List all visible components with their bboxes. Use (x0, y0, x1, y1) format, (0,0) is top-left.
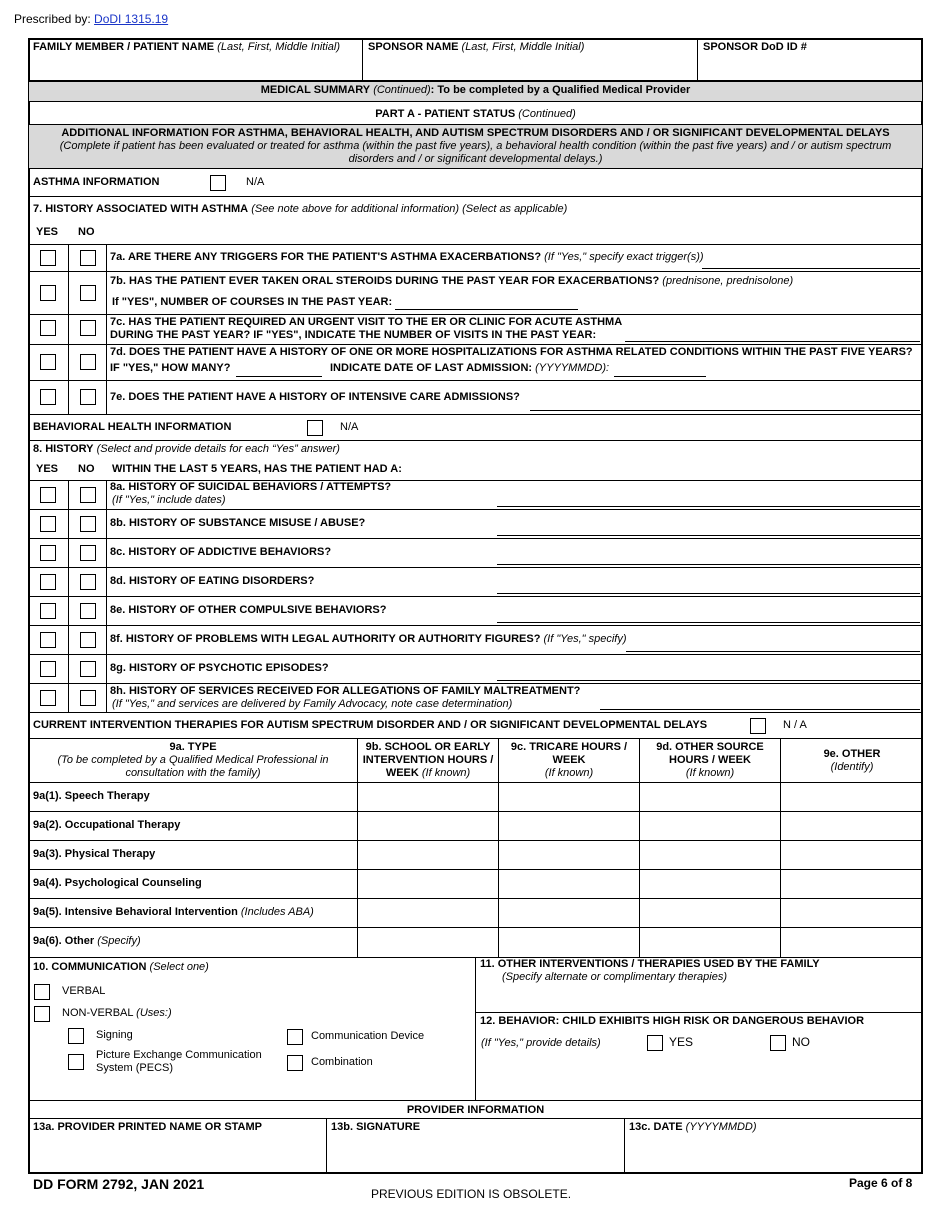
signing-checkbox[interactable] (68, 1028, 84, 1044)
col-type-header: 9a. TYPE (To be completed by a Qualified Medical Professional in consultation with the family) (57, 741, 329, 779)
q8h-hint: (If "Yes," and services are delivered by Family Advocacy, note case determination) (112, 698, 513, 710)
combination-checkbox[interactable] (287, 1055, 303, 1071)
sponsor-name-label: SPONSOR NAME (Last, First, Middle Initial) (368, 41, 585, 53)
q7a-question: 7a. ARE THERE ANY TRIGGERS FOR THE PATIENT'S ASTHMA EXACERBATIONS? (If "Yes," specify exact trigger(s)) (110, 251, 704, 263)
behavior-yes-checkbox[interactable] (647, 1035, 663, 1051)
q8h-no-checkbox[interactable] (80, 690, 96, 706)
communication-device-label: Communication Device (311, 1030, 425, 1042)
pecs-label-line1: Picture Exchange Communication (96, 1049, 262, 1061)
additional-info-title: ADDITIONAL INFORMATION FOR ASTHMA, BEHAVIORAL HEALTH, AND AUTISM SPECTRUM DISORDERS AND / OR SIGNIFICANT DEVELOPMENTAL DELAYS (61, 127, 890, 139)
therapy-row-label: 9a(1). Speech Therapy (33, 790, 150, 802)
dodi-link[interactable]: DoDI 1315.19 (94, 12, 169, 26)
therapy-row-label: 9a(4). Psychological Counseling (33, 877, 202, 889)
asthma-na-checkbox[interactable] (210, 175, 226, 191)
q8c-question: 8c. HISTORY OF ADDICTIVE BEHAVIORS? (110, 546, 332, 558)
q8g-no-checkbox[interactable] (80, 661, 96, 677)
other-interventions-title: 11. OTHER INTERVENTIONS / THERAPIES USED BY THE FAMILY (480, 958, 820, 970)
q8e-answer-line[interactable] (497, 622, 920, 623)
q8a-yes-checkbox[interactable] (40, 487, 56, 503)
therapy-row-label: 9a(3). Physical Therapy (33, 848, 156, 860)
q7d-date-line[interactable] (614, 376, 706, 377)
q7c-visits-line[interactable] (625, 341, 920, 342)
form-number: DD FORM 2792, JAN 2021 (33, 1176, 205, 1192)
q8d-question: 8d. HISTORY OF EATING DISORDERS? (110, 575, 315, 587)
therapy-cell-input[interactable] (640, 783, 780, 811)
q7a-yes-checkbox[interactable] (40, 250, 56, 266)
q7d-how-many-line[interactable] (236, 376, 322, 377)
within-5-years-label: WITHIN THE LAST 5 YEARS, HAS THE PATIENT HAD A: (112, 463, 402, 475)
provider-name-label: 13a. PROVIDER PRINTED NAME OR STAMP (33, 1121, 262, 1133)
q8f-question: 8f. HISTORY OF PROBLEMS WITH LEGAL AUTHORITY OR AUTHORITY FIGURES? (If "Yes," specify) (110, 633, 627, 645)
behavior-title: 12. BEHAVIOR: CHILD EXHIBITS HIGH RISK OR DANGEROUS BEHAVIOR (480, 1015, 865, 1027)
provider-info-title: PROVIDER INFORMATION (406, 1104, 545, 1116)
behavioral-na-label: N/A (340, 421, 359, 433)
q7c-no-checkbox[interactable] (80, 320, 96, 336)
behavior-no-checkbox[interactable] (770, 1035, 786, 1051)
prescribed-line (14, 13, 168, 26)
q8c-answer-line[interactable] (497, 564, 920, 565)
q8e-question: 8e. HISTORY OF OTHER COMPULSIVE BEHAVIORS? (110, 604, 387, 616)
q8g-question: 8g. HISTORY OF PSYCHOTIC EPISODES? (110, 662, 329, 674)
nonverbal-checkbox[interactable] (34, 1006, 50, 1022)
patient-name-input[interactable] (30, 56, 360, 80)
provider-name-input[interactable] (30, 1135, 325, 1172)
communication-title: 10. COMMUNICATION (Select one) (33, 961, 209, 973)
q8c-yes-checkbox[interactable] (40, 545, 56, 561)
q8b-yes-checkbox[interactable] (40, 516, 56, 532)
pecs-checkbox[interactable] (68, 1054, 84, 1070)
therapies-na-checkbox[interactable] (750, 718, 766, 734)
q7e-yes-checkbox[interactable] (40, 389, 56, 405)
combination-label: Combination (311, 1056, 373, 1068)
behavioral-yes-header: YES (36, 463, 59, 475)
therapy-row-label: 9a(6). Other (Specify) (33, 935, 141, 947)
behavior-yes-label: YES (669, 1035, 694, 1049)
q8e-yes-checkbox[interactable] (40, 603, 56, 619)
part-a-title: PART A - PATIENT STATUS (Continued) (375, 108, 576, 120)
sponsor-id-input[interactable] (699, 56, 921, 80)
col-other-header: 9e. OTHER (Identify) (823, 748, 881, 773)
q7b-question: 7b. HAS THE PATIENT EVER TAKEN ORAL STEROIDS DURING THE PAST YEAR FOR EXACERBATIONS? (prednisone, prednisolone) (110, 275, 794, 287)
q8a-question: 8a. HISTORY OF SUICIDAL BEHAVIORS / ATTEMPTS? (110, 481, 392, 493)
q8b-question: 8b. HISTORY OF SUBSTANCE MISUSE / ABUSE? (110, 517, 366, 529)
q7e-no-checkbox[interactable] (80, 389, 96, 405)
page-number: Page 6 of 8 (849, 1176, 913, 1190)
q7-title: 7. HISTORY ASSOCIATED WITH ASTHMA (See note above for additional information) (Select as applicable) (33, 203, 568, 215)
q8a-hint: (If "Yes," include dates) (112, 494, 226, 506)
q8f-answer-line[interactable] (626, 651, 920, 652)
q7d-how-many-label: IF "YES," HOW MANY? (110, 362, 231, 374)
asthma-no-header: NO (78, 226, 95, 238)
patient-name-label: FAMILY MEMBER / PATIENT NAME (Last, First, Middle Initial) (33, 41, 341, 53)
q8d-yes-checkbox[interactable] (40, 574, 56, 590)
q8d-no-checkbox[interactable] (80, 574, 96, 590)
therapy-cell-input[interactable] (358, 783, 498, 811)
behavior-hint: (If "Yes," provide details) (481, 1037, 601, 1049)
therapy-cell-input[interactable] (499, 783, 639, 811)
other-interventions-input[interactable] (477, 985, 921, 1011)
q7a-no-checkbox[interactable] (80, 250, 96, 266)
q7b-courses-label: If "YES", NUMBER OF COURSES IN THE PAST YEAR: (112, 296, 393, 308)
q8f-no-checkbox[interactable] (80, 632, 96, 648)
q7d-question: 7d. DOES THE PATIENT HAVE A HISTORY OF ONE OR MORE HOSPITALIZATIONS FOR ASTHMA RELATED CONDITIONS WITHIN THE PAST FIVE YEARS? (110, 346, 913, 358)
q8b-no-checkbox[interactable] (80, 516, 96, 532)
col-school-hours-header: 9b. SCHOOL OR EARLY INTERVENTION HOURS / WEEK (If known) (362, 741, 494, 779)
therapy-cell-input[interactable] (781, 783, 921, 811)
q8h-answer-line[interactable] (600, 709, 920, 710)
q8a-no-checkbox[interactable] (80, 487, 96, 503)
therapies-na-label: N / A (783, 719, 807, 731)
q7d-yes-checkbox[interactable] (40, 354, 56, 370)
q8c-no-checkbox[interactable] (80, 545, 96, 561)
signature-input[interactable] (328, 1135, 623, 1172)
q8h-question: 8h. HISTORY OF SERVICES RECEIVED FOR ALLEGATIONS OF FAMILY MALTREATMENT? (110, 685, 581, 697)
communication-device-checkbox[interactable] (287, 1029, 303, 1045)
medical-summary-title: MEDICAL SUMMARY (Continued): To be completed by a Qualified Medical Provider (260, 84, 691, 96)
behavioral-no-header: NO (78, 463, 95, 475)
therapies-label: CURRENT INTERVENTION THERAPIES FOR AUTISM SPECTRUM DISORDER AND / OR SIGNIFICANT DEVELOPMENTAL DELAYS (33, 719, 708, 731)
q7d-no-checkbox[interactable] (80, 354, 96, 370)
verbal-label: VERBAL (62, 985, 106, 997)
q7b-yes-checkbox[interactable] (40, 285, 56, 301)
q7d-date-label: INDICATE DATE OF LAST ADMISSION: (YYYYMMDD): (330, 362, 610, 374)
q8-title: 8. HISTORY (Select and provide details for each “Yes” answer) (33, 443, 340, 455)
signature-label: 13b. SIGNATURE (331, 1121, 421, 1133)
verbal-checkbox[interactable] (34, 984, 50, 1000)
prescribed-label: Prescribed by: (14, 12, 91, 26)
q8h-yes-checkbox[interactable] (40, 690, 56, 706)
q8g-yes-checkbox[interactable] (40, 661, 56, 677)
q8b-answer-line[interactable] (497, 535, 920, 536)
therapy-row-label: 9a(2). Occupational Therapy (33, 819, 181, 831)
provider-date-input[interactable] (626, 1135, 921, 1172)
pecs-label-line2: System (PECS) (96, 1062, 174, 1074)
q7b-courses-line[interactable] (395, 309, 578, 310)
q8d-answer-line[interactable] (497, 593, 920, 594)
asthma-yes-header: YES (36, 226, 59, 238)
col-other-source-header: 9d. OTHER SOURCE HOURS / WEEK (If known) (656, 741, 764, 779)
q8e-no-checkbox[interactable] (80, 603, 96, 619)
nonverbal-label: NON-VERBAL (Uses:) (62, 1007, 172, 1019)
q7e-answer-line[interactable] (530, 410, 920, 411)
provider-date-label: 13c. DATE (YYYYMMDD) (629, 1121, 757, 1133)
q8g-answer-line[interactable] (497, 680, 920, 681)
q8f-yes-checkbox[interactable] (40, 632, 56, 648)
q7c-yes-checkbox[interactable] (40, 320, 56, 336)
q7a-answer-line[interactable] (702, 268, 920, 269)
q7c-question-line1: 7c. HAS THE PATIENT REQUIRED AN URGENT VISIT TO THE ER OR CLINIC FOR ACUTE ASTHMA (110, 316, 623, 328)
asthma-na-label: N/A (246, 176, 265, 188)
q7b-no-checkbox[interactable] (80, 285, 96, 301)
behavioral-na-checkbox[interactable] (307, 420, 323, 436)
behavioral-info-label: BEHAVIORAL HEALTH INFORMATION (33, 421, 232, 433)
behavior-no-label: NO (792, 1035, 810, 1049)
asthma-info-label: ASTHMA INFORMATION (33, 176, 160, 188)
obsolete-notice: PREVIOUS EDITION IS OBSOLETE. (371, 1187, 572, 1201)
therapy-row-label: 9a(5). Intensive Behavioral Intervention (Includes ABA) (33, 906, 314, 918)
other-interventions-hint: (Specify alternate or complimentary therapies) (502, 971, 727, 983)
q7e-question: 7e. DOES THE PATIENT HAVE A HISTORY OF INTENSIVE CARE ADMISSIONS? (110, 391, 520, 403)
sponsor-name-input[interactable] (364, 56, 695, 80)
q7c-question-line2: DURING THE PAST YEAR? IF "YES", INDICATE THE NUMBER OF VISITS IN THE PAST YEAR: (110, 329, 597, 341)
signing-label: Signing (96, 1029, 133, 1041)
additional-info-note: (Complete if patient has been evaluated or treated for asthma (within the past five years), a behavioral health condition (within the past five years) and / or autism spectrum disorders and / or significant developmental delays.) (59, 140, 892, 165)
sponsor-id-label: SPONSOR DoD ID # (703, 41, 807, 53)
col-tricare-hours-header: 9c. TRICARE HOURS / WEEK (If known) (510, 741, 628, 779)
q8a-answer-line[interactable] (497, 506, 920, 507)
